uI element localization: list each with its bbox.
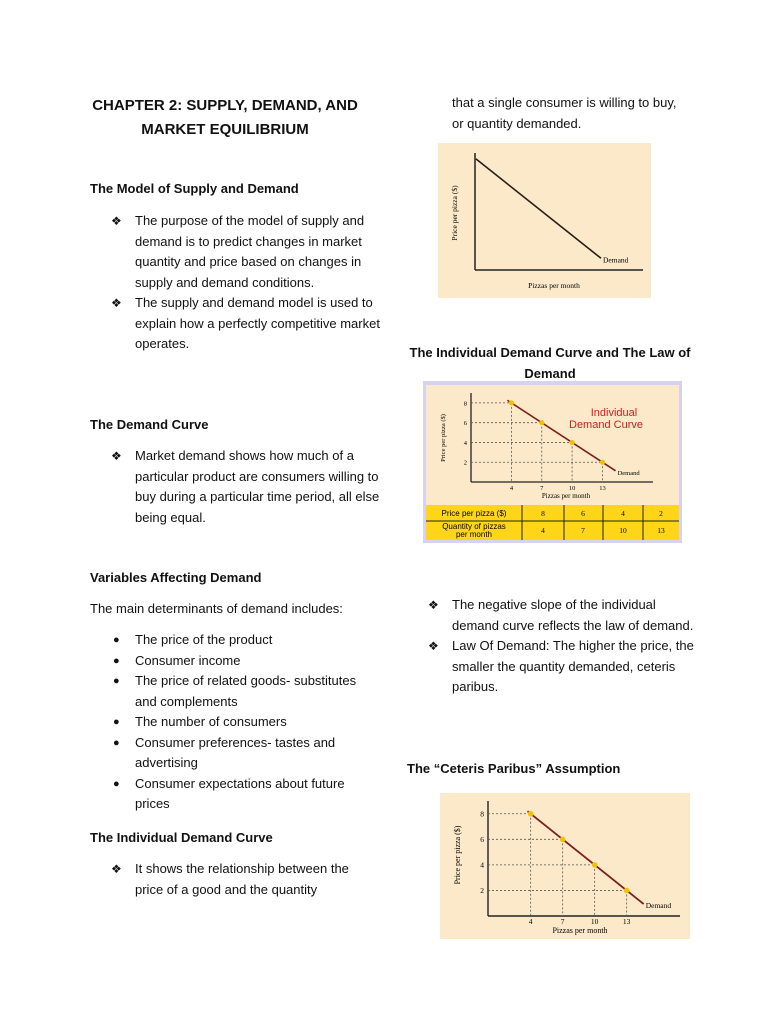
x-tick-label: 10: [590, 917, 599, 926]
table-cell: 13: [657, 526, 665, 535]
list-item: ● Consumer expectations about future prices: [113, 775, 345, 811]
section-heading-variables: Variables Affecting Demand: [90, 570, 262, 585]
data-point: [528, 811, 534, 817]
table-row-label: Price per pizza ($): [441, 509, 507, 518]
y-tick-label: 6: [480, 834, 484, 844]
data-table: [426, 505, 679, 540]
y-tick-label: 4: [480, 860, 484, 870]
bullet-dot-icon: ●: [113, 654, 120, 667]
y-axis-label: Price per pizza ($): [453, 825, 462, 885]
determinants-list: [90, 630, 380, 815]
list-item: ❖ Law Of Demand: The higher the price, the smaller the quantity demanded, ceteris paribus.: [428, 638, 694, 694]
continuation-text: that a single consumer is willing to buy, or quantity demanded.: [452, 95, 677, 131]
data-point: [560, 837, 566, 843]
series-label: Demand: [617, 469, 640, 477]
table-cell: 8: [541, 509, 545, 518]
list-item: ● The price of related goods- substitutes and complements: [113, 673, 357, 709]
diamond-bullet-icon: ❖: [111, 449, 122, 463]
list-item: ❖ The negative slope of the individual demand curve reflects the law of demand.: [428, 597, 694, 633]
list-item: ❖ The supply and demand model is used to explain how a perfectly competitive market operates.: [111, 295, 380, 351]
table-cell: 6: [581, 509, 585, 518]
y-tick-label: 8: [480, 809, 484, 819]
diamond-bullet-icon: ❖: [111, 862, 122, 876]
y-axis-label: Price per pizza ($): [440, 414, 447, 462]
law-bullet-list: [407, 595, 697, 698]
list-item: ● The number of consumers: [90, 712, 380, 733]
chart-title-line-2: Demand Curve: [569, 419, 643, 431]
section-heading-demand-curve: The Demand Curve: [90, 417, 209, 432]
x-tick-label: 13: [622, 917, 631, 926]
section-heading-individual: The Individual Demand Curve: [90, 830, 273, 845]
section-heading-law: The Individual Demand Curve and The Law of Demand: [409, 345, 691, 381]
demand-chart-1: [438, 143, 651, 298]
x-tick-label: 7: [540, 485, 544, 492]
bullet-dot-icon: ●: [113, 777, 120, 790]
chapter-title: CHAPTER 2: SUPPLY, DEMAND, AND MARKET EQUILIBRIUM: [92, 97, 358, 138]
table-cell: 10: [619, 526, 627, 535]
table-cell: 7: [581, 526, 585, 535]
data-point: [539, 420, 544, 425]
data-point: [592, 862, 598, 868]
list-item: ❖ It shows the relationship between the price of a good and the quantity: [111, 861, 349, 897]
x-tick-label: 10: [568, 485, 576, 492]
list-item: ● Consumer preferences- tastes and advertising: [113, 734, 336, 770]
demand-curve-bullet-list: [90, 446, 380, 528]
model-bullet-list: [90, 211, 380, 355]
table-cell: 4: [621, 509, 625, 518]
individual-bullet-list: [90, 859, 380, 900]
y-axis-label: Price per pizza ($): [450, 185, 459, 241]
y-tick-label: 2: [463, 459, 467, 467]
series-label: Demand: [645, 901, 672, 911]
x-tick-label: 4: [528, 917, 533, 926]
list-item: ● Consumer income: [90, 651, 380, 672]
data-point: [509, 400, 514, 405]
diamond-bullet-icon: ❖: [111, 296, 122, 310]
diamond-bullet-icon: ❖: [111, 214, 122, 228]
bullet-dot-icon: ●: [113, 675, 120, 687]
x-axis-label: Pizzas per month: [541, 492, 591, 500]
x-axis-label: Pizzas per month: [528, 281, 580, 290]
data-point: [600, 460, 605, 465]
series-label: Demand: [603, 255, 629, 265]
y-tick-label: 8: [463, 400, 467, 408]
bullet-dot-icon: ●: [113, 634, 120, 646]
x-tick-label: 7: [560, 917, 565, 926]
demand-chart-2: [423, 381, 682, 543]
x-axis-label: Pizzas per month: [552, 926, 608, 935]
x-tick-label: 13: [599, 485, 606, 492]
data-point: [570, 440, 575, 445]
diamond-bullet-icon: ❖: [428, 639, 439, 653]
chart-title-line-1: Individual: [590, 407, 638, 419]
variables-intro: The main determinants of demand includes:: [90, 601, 343, 616]
table-row-label-line-1: Quantity of pizzas: [442, 522, 506, 531]
x-tick-label: 4: [509, 485, 514, 492]
table-cell: 2: [659, 509, 663, 518]
section-heading-model: The Model of Supply and Demand: [90, 181, 299, 196]
diamond-bullet-icon: ❖: [428, 598, 439, 612]
chart-background: [438, 143, 651, 298]
bullet-dot-icon: ●: [113, 716, 120, 728]
y-tick-label: 4: [463, 439, 467, 447]
table-cell: 4: [541, 526, 545, 535]
section-heading-ceteris-paribus: The “Ceteris Paribus” Assumption: [407, 761, 621, 776]
chart-background: [440, 793, 690, 939]
y-tick-label: 6: [463, 420, 467, 428]
list-item: ● The price of the product: [90, 630, 380, 651]
list-item: ❖ Market demand shows how much of a particular product are consumers willing to buy during a particular time period, all else being equal.: [111, 448, 380, 525]
list-item: ❖ The purpose of the model of supply and demand is to predict changes in market quantity and price based on changes in supply and demand conditions.: [111, 213, 365, 290]
bullet-dot-icon: ●: [113, 736, 120, 749]
table-row-label-line-2: per month: [455, 530, 493, 539]
y-tick-label: 2: [480, 885, 484, 895]
data-point: [624, 888, 630, 894]
demand-chart-3: [440, 793, 690, 939]
